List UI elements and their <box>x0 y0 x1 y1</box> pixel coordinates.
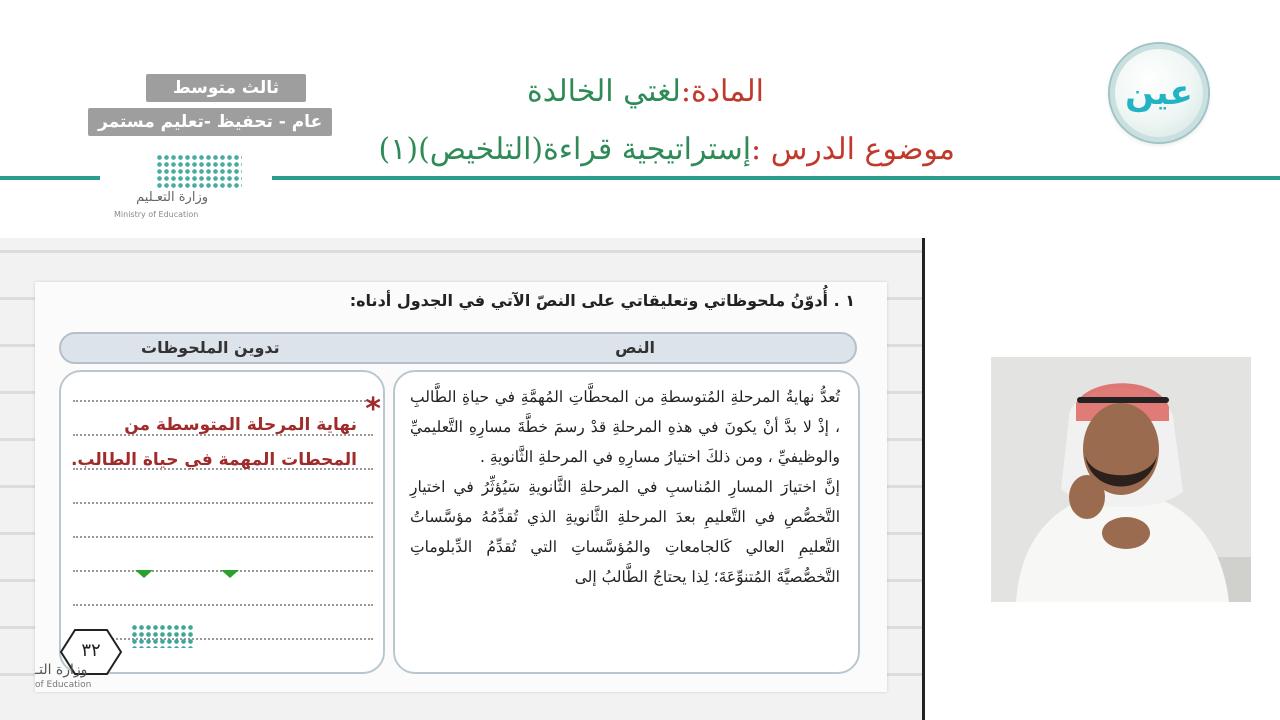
note-line <box>73 502 373 504</box>
note-line <box>73 536 373 538</box>
board-edge <box>922 238 925 720</box>
ministry-name-en: Ministry of Education <box>114 210 199 219</box>
col-text-header: النص <box>615 338 655 357</box>
header-divider-left <box>0 176 100 180</box>
subject-label: المادة: <box>680 74 764 109</box>
grade-tag: ثالث متوسط <box>146 74 306 102</box>
header-divider-right <box>272 176 1280 180</box>
track-tag: عام - تحفيظ -تعليم مستمر <box>88 108 332 136</box>
subject-value: لغتي الخالدة <box>527 74 681 109</box>
marker-triangle-icon <box>221 570 239 578</box>
note-line <box>73 604 373 606</box>
ministry-logo <box>110 150 240 230</box>
star-mark: * <box>365 392 381 427</box>
passage <box>410 382 840 592</box>
question-text: ١ . أُدوّنُ ملحوظاتي وتعليقاتي على النصّ الآتي في الجدول أدناه: <box>349 291 855 310</box>
lesson-value: إستراتيجية قراءة(التلخيص)(١) <box>378 132 752 167</box>
marker-triangle-icon <box>135 570 153 578</box>
textbook-page <box>35 282 887 692</box>
lesson-title <box>379 132 955 167</box>
passage-paragraph-2: إنَّ اختيارَ المسارِ المُناسبِ في المرحلةِ الثَّانويةِ سَيُؤثِّرُ في اختيارِ التَّخصُّصِ في التَّعليمِ بعدَ المرحلةِ الثَّانويةِ الذي تُقدِّمُهُ مؤسَّساتُ التَّعليمِ العالي كَالجامعاتِ والمُؤسَّساتِ التي تُقدِّمُ الدِّبلوماتِ التَّخصُّصيَّةَ المُتنوِّعَةَ؛ لِذا يحتاجُ الطَّالبُ إلى <box>410 478 840 586</box>
text-column <box>393 370 860 674</box>
presenter-video <box>991 357 1251 602</box>
footer-ministry-dots-icon <box>131 624 195 648</box>
footer-ministry-fragment: وزارة التـ <box>35 662 88 678</box>
table-header <box>59 332 857 364</box>
subject-title <box>527 74 764 109</box>
page-number: ٣٢ <box>81 640 101 661</box>
presenter-image <box>991 357 1251 602</box>
lesson-label: موضوع الدرس : <box>751 132 955 167</box>
passage-paragraph-1: تُعدُّ نهايةُ المرحلةِ المُتوسطةِ من المحطَّاتِ المُهمَّةِ في حياةِ الطَّالبِ ، إذْ لا بدَّ أنْ يكونَ في هذهِ المرحلةِ قدْ رسمَ خطَّةَ مسارِهِ التَّعليميِّ والوظيفيِّ ، ومن ذلكَ اختيارُ مسارِهِ في المرحلةِ الثَّانويةِ . <box>410 388 840 466</box>
note-line <box>73 400 373 402</box>
ministry-dots-icon <box>156 154 242 188</box>
handwritten-note: نهاية المرحلة المتوسطة من المحطات المهمة في حياة الطالب. <box>70 415 357 470</box>
footer-ministry-fragment-en: of Education <box>35 680 92 690</box>
channel-logo: عين <box>1110 44 1208 142</box>
col-notes-header: تدوين الملحوظات <box>141 338 280 357</box>
ministry-name-ar: وزارة التعـليم <box>136 190 208 205</box>
